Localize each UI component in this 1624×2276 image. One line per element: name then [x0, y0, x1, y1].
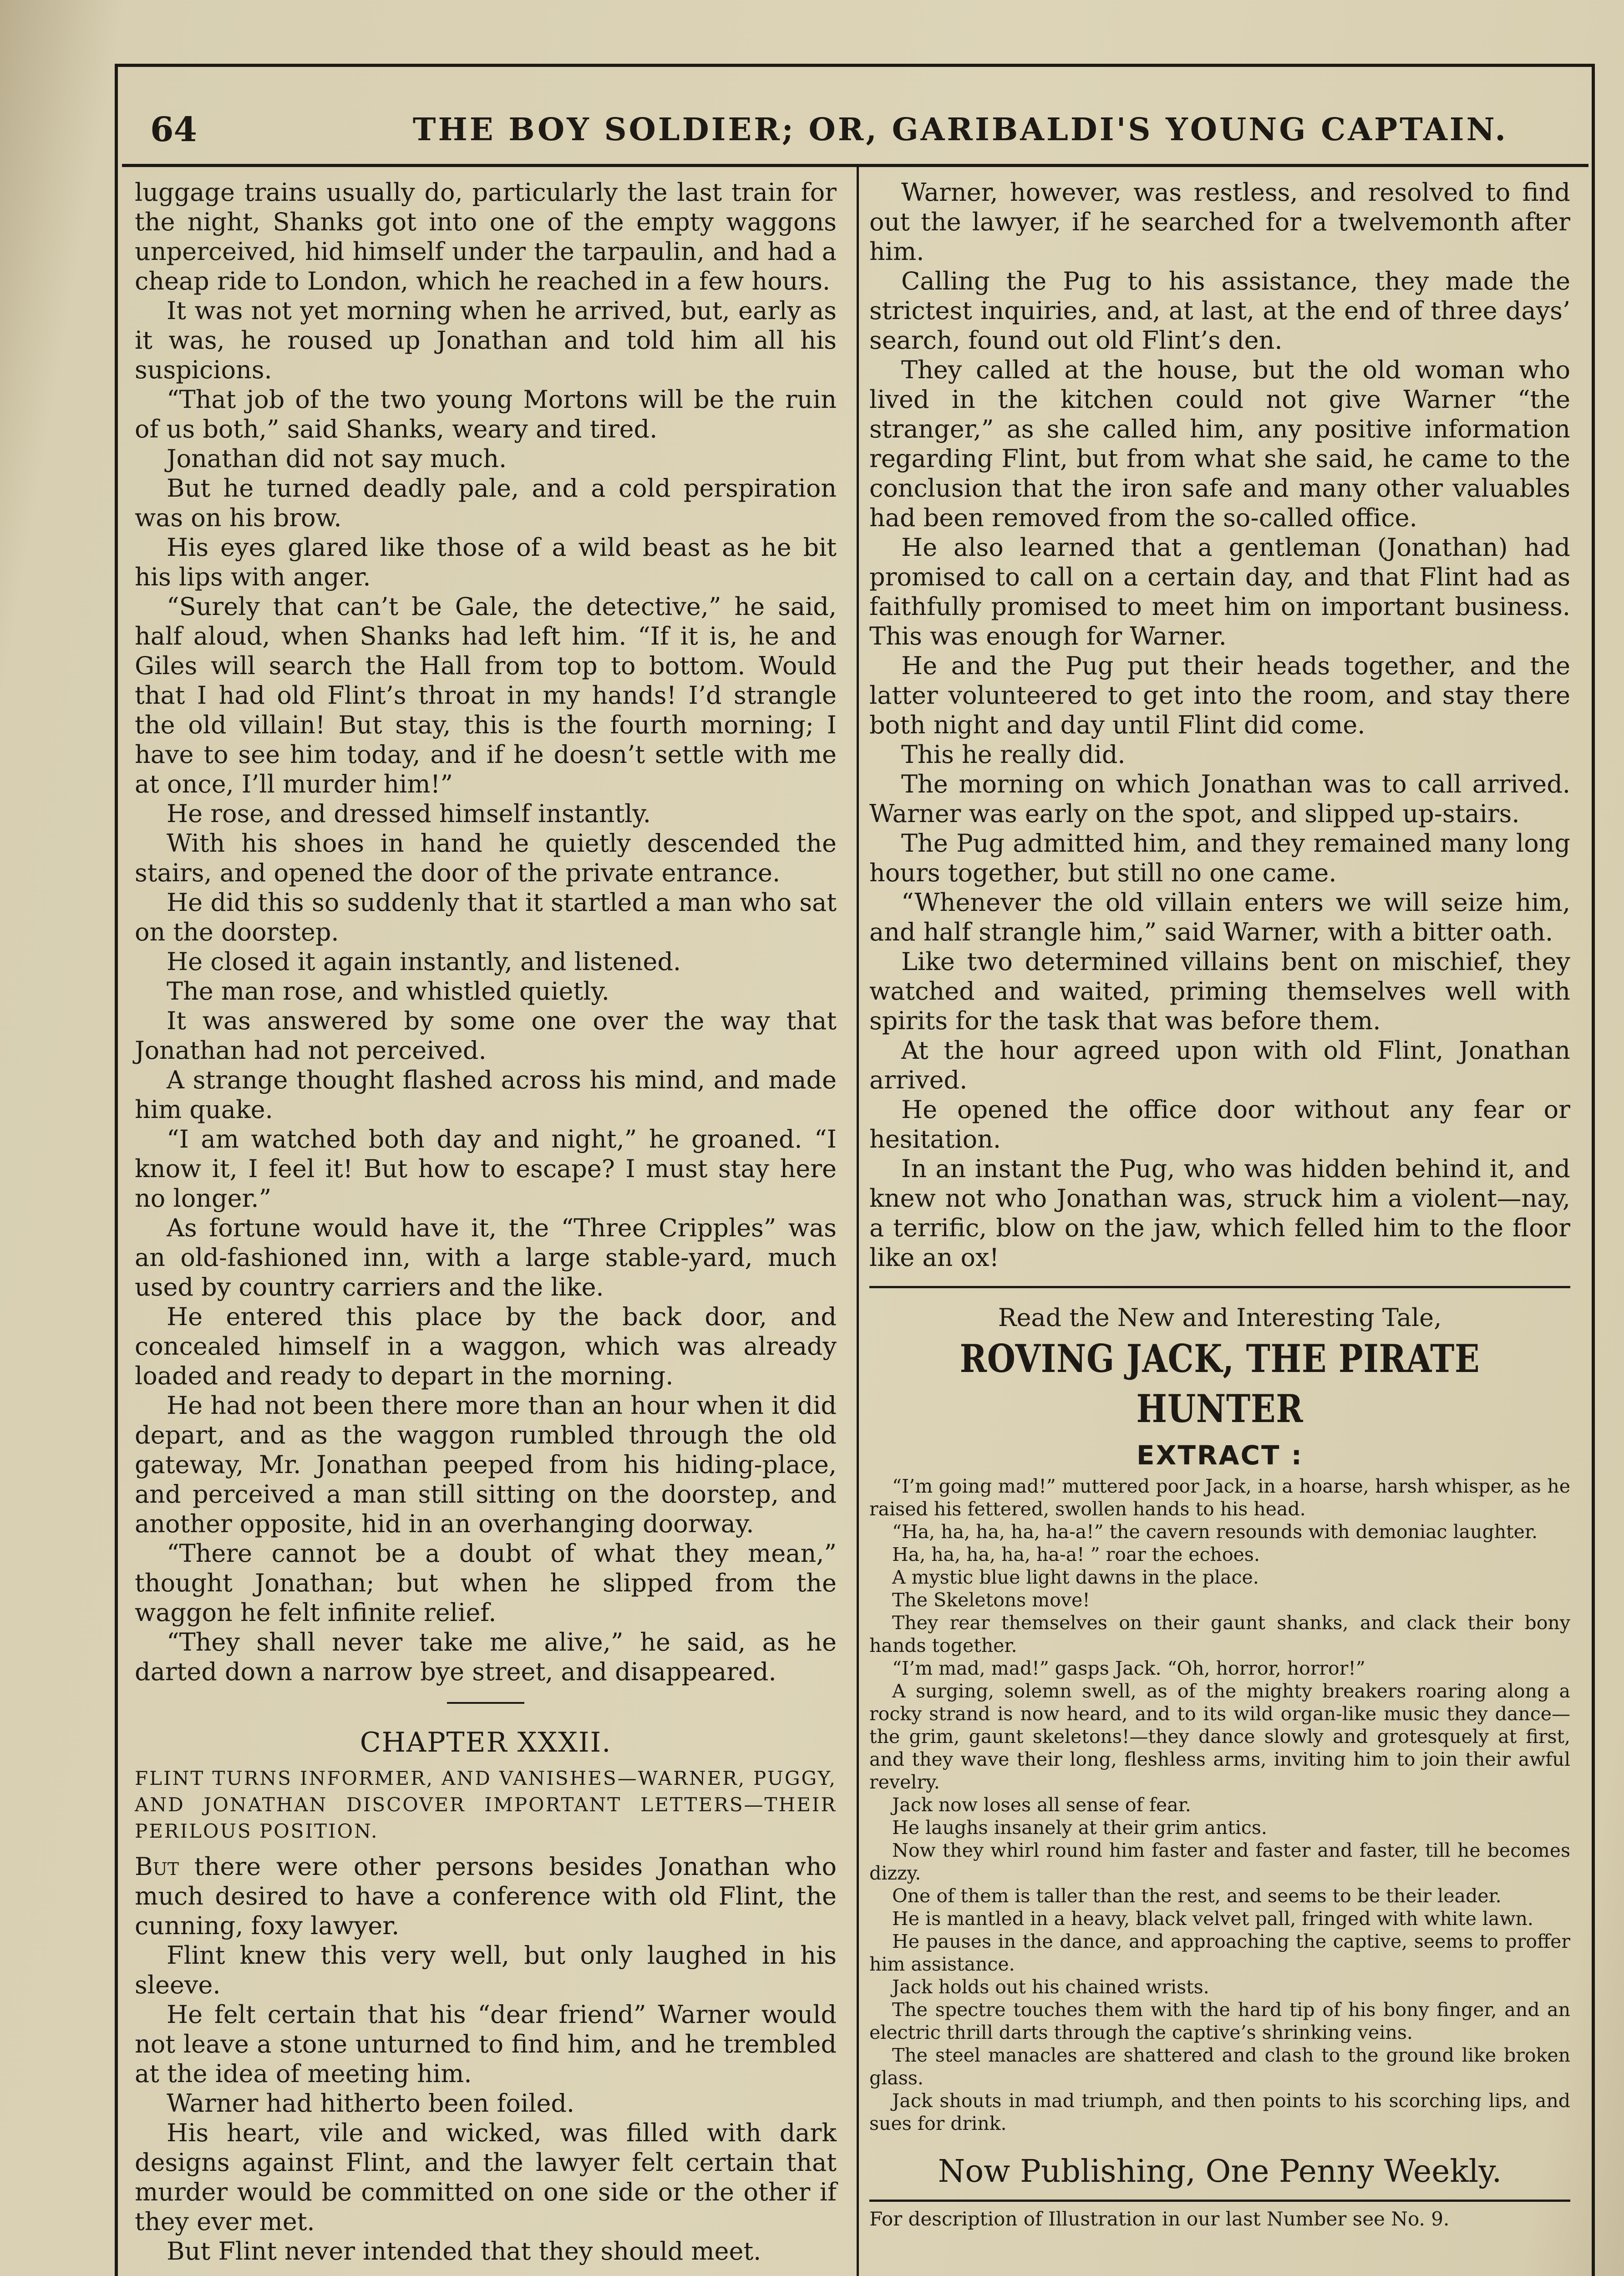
chapter-heading [135, 1724, 837, 1844]
story-paragraph: Warner had hitherto been foiled. [167, 2089, 575, 2118]
story-paragraph: But he turned deadly pale, and a cold perspiration was on his brow. [135, 474, 837, 532]
extract-paragraph: A surging, solemn swell, as of the mighty breakers roaring along a rocky strand is now heard, and to its wild organ-like music they dance—the grim, gaunt skeletons!—they dance slowly and grotesquely at first, and they wave their long, fleshless arms, inviting him to join their awful revelry. [869, 1680, 1570, 1793]
column-divider [857, 166, 859, 2276]
story-paragraph: He also learned that a gentleman (Jonathan) had promised to call on a certain day, and that Flint had as faithfully promised to meet him on important business. This was enough for Warner. [869, 533, 1570, 650]
story-paragraph: The morning on which Jonathan was to call arrived. Warner was early on the spot, and slipped up-stairs. [869, 770, 1570, 828]
story-paragraph: He entered this place by the back door, and concealed himself in a waggon, which was already loaded and ready to depart in the morning. [135, 1302, 837, 1390]
left-column [135, 178, 837, 2266]
page-number: 64 [150, 110, 197, 149]
story-paragraph: He felt certain that his “dear friend” Warner would not leave a stone unturned to find him, and he trembled at the idea of meeting him. [135, 2000, 837, 2088]
extract-paragraph: Jack now loses all sense of fear. [892, 1794, 1191, 1816]
illustration-note: For description of Illustration in our last Number see No. 9. [869, 2208, 1450, 2230]
section-rule [447, 1702, 524, 1704]
story-paragraph: But Flint never intended that they should meet. [167, 2237, 761, 2266]
extract-paragraph: The spectre touches them with the hard tip of his bony finger, and an electric thrill darts through the captive’s shrinking veins. [869, 1999, 1570, 2043]
header-rule [122, 164, 1588, 167]
story-paragraph: Flint knew this very well, but only laughed in his sleeve. [135, 1941, 837, 1999]
extract-paragraph: He pauses in the dance, and approaching the captive, seems to proffer him assistance. [869, 1931, 1570, 1975]
extract-paragraph: Jack shouts in mad triumph, and then points to his scorching lips, and sues for drink. [869, 2090, 1570, 2134]
story-paragraph: In an instant the Pug, who was hidden behind it, and knew not who Jonathan was, struck him a violent—nay, a terrific, blow on the jaw, which felled him to the floor like an ox! [869, 1154, 1570, 1272]
running-title: THE BOY SOLDIER; OR, GARIBALDI'S YOUNG CAPTAIN. [412, 112, 1508, 148]
extract-paragraph: Ha, ha, ha, ha, ha-a! ” roar the echoes. [892, 1544, 1260, 1565]
extract-paragraph: One of them is taller than the rest, and seems to be their leader. [892, 1885, 1502, 1907]
story-paragraph: He closed it again instantly, and listened. [167, 947, 681, 976]
story-paragraph: With his shoes in hand he quietly descended the stairs, and opened the door of the private entrance. [135, 829, 837, 887]
story-paragraph: luggage trains usually do, particularly the last train for the night, Shanks got into one of the empty waggons unperceived, hid himself under the tarpaulin, and had a cheap ride to London, which he reached in a few hours. [135, 178, 837, 295]
story-text-continued [869, 178, 1570, 1272]
story-text-after-chapter [135, 1941, 837, 2266]
story-paragraph: Warner, however, was restless, and resolved to find out the lawyer, if he searched for a twelvemonth after him. [869, 178, 1570, 266]
story-paragraph: They called at the house, but the old woman who lived in the kitchen could not give Warner “the stranger,” as she called him, any positive information regarding Flint, but from what she said, he came to the conclusion that the iron safe and many other valuables had been removed from the so-called office. [869, 356, 1570, 532]
story-text-before-chapter [135, 178, 837, 1704]
story-paragraph: A strange thought flashed across his mind, and made him quake. [135, 1066, 837, 1124]
story-paragraph: His eyes glared like those of a wild beast as he bit his lips with anger. [135, 533, 837, 591]
chapter-summary: FLINT TURNS INFORMER, AND VANISHES—WARNER, PUGGY, AND JONATHAN DISCOVER IMPORTANT LETTERS—THEIR PERILOUS POSITION. [135, 1767, 837, 1842]
extract-label: EXTRACT : [1137, 1440, 1303, 1471]
story-paragraph: He had not been there more than an hour when it did depart, and as the waggon rumbled through the old gateway, Mr. Jonathan peeped from his hiding-place, and perceived a man still sitting on the doorstep, and another opposite, hid in an overhanging doorway. [135, 1391, 837, 1538]
extract-paragraph: Jack holds out his chained wrists. [892, 1976, 1209, 1998]
story-paragraph: He did this so suddenly that it startled a man who sat on the doorstep. [135, 888, 837, 946]
chapter-first-rest: there were other persons besides Jonathan who much desired to have a conference with old Flint, the cunning, foxy lawyer. [135, 1852, 837, 1940]
extract-paragraph: He is mantled in a heavy, black velvet pall, fringed with white lawn. [892, 1908, 1533, 1930]
story-paragraph: “That job of the two young Mortons will be the ruin of us both,” said Shanks, weary and tired. [135, 385, 837, 443]
story-paragraph: “There cannot be a doubt of what they mean,” thought Jonathan; but when he slipped from the waggon he felt infinite relief. [135, 1539, 837, 1627]
story-paragraph: Jonathan did not say much. [167, 444, 507, 473]
chapter-number: CHAPTER XXXII. [360, 1727, 612, 1758]
story-paragraph: The Pug admitted him, and they remained many long hours together, but still no one came. [869, 829, 1570, 887]
extract-paragraph: “Ha, ha, ha, ha, ha-a!” the cavern resounds with demoniac laughter. [892, 1521, 1538, 1543]
story-paragraph: Calling the Pug to his assistance, they made the strictest inquiries, and, at last, at the end of three days’ search, found out old Flint’s den. [869, 267, 1570, 355]
extract-paragraph: They rear themselves on their gaunt shanks, and clack their bony hands together. [869, 1612, 1570, 1656]
extract-body [869, 1475, 1570, 2135]
advertisement-title: ROVING JACK, THE PIRATE HUNTER [959, 1336, 1480, 1431]
story-paragraph: As fortune would have it, the “Three Cripples” was an old-fashioned inn, with a large stable-yard, much used by country carriers and the like. [135, 1214, 837, 1301]
story-paragraph: “They shall never take me alive,” he said, as he darted down a narrow bye street, and disappeared. [135, 1628, 837, 1686]
advertisement-footer: Now Publishing, One Penny Weekly. [938, 2154, 1502, 2190]
story-paragraph: “I am watched both day and night,” he groaned. “I know it, I feel it! But how to escape? I must stay here no longer.” [135, 1125, 837, 1213]
story-paragraph: He and the Pug put their heads together, and the latter volunteered to get into the room, and stay there both night and day until Flint did come. [869, 651, 1570, 739]
chapter-first-word: But [135, 1852, 179, 1881]
story-paragraph: He opened the office door without any fear or hesitation. [869, 1095, 1570, 1153]
story-paragraph: “Whenever the old villain enters we will seize him, and half strangle him,” said Warner, with a bitter oath. [869, 888, 1570, 946]
advertisement [869, 1302, 1570, 2192]
story-paragraph: “Surely that can’t be Gale, the detective,” he said, half aloud, when Shanks had left him. “If it is, he and Giles will search the Hall from top to bottom. Would that I had old Flint’s throat in my hands! I’d strangle the old villain! But stay, this is the fourth morning; I have to see him today, and if he doesn’t settle with me at once, I’ll murder him!” [135, 592, 837, 798]
advertisement-top-rule [869, 1286, 1570, 1288]
page-header [150, 105, 1566, 155]
story-paragraph: His heart, vile and wicked, was filled with dark designs against Flint, and the lawyer felt certain that murder would be committed on one side or the other if they ever met. [135, 2119, 837, 2236]
story-paragraph: He rose, and dressed himself instantly. [167, 799, 651, 828]
extract-paragraph: Now they whirl round him faster and faster and faster, till he becomes dizzy. [869, 1839, 1570, 1884]
advertisement-intro: Read the New and Interesting Tale, [998, 1303, 1442, 1332]
story-paragraph: It was answered by some one over the way that Jonathan had not perceived. [135, 1006, 837, 1065]
chapter-first-paragraph [135, 1852, 837, 1941]
footer-rule [869, 2200, 1570, 2202]
story-paragraph: Like two determined villains bent on mischief, they watched and waited, priming themselves well with spirits for the task that was before them. [869, 947, 1570, 1035]
extract-paragraph: A mystic blue light dawns in the place. [892, 1566, 1259, 1588]
extract-paragraph: He laughs insanely at their grim antics. [892, 1817, 1267, 1839]
story-paragraph: This he really did. [901, 740, 1126, 769]
story-paragraph: At the hour agreed upon with old Flint, Jonathan arrived. [869, 1036, 1570, 1094]
story-paragraph: It was not yet morning when he arrived, but, early as it was, he roused up Jonathan and told him all his suspicions. [135, 296, 837, 384]
story-paragraph: The man rose, and whistled quietly. [167, 977, 609, 1006]
extract-paragraph: The steel manacles are shattered and clash to the ground like broken glass. [869, 2044, 1570, 2089]
extract-paragraph: “I’m mad, mad!” gasps Jack. “Oh, horror, horror!” [892, 1657, 1365, 1679]
extract-paragraph: “I’m going mad!” muttered poor Jack, in a hoarse, harsh whisper, as he raised his fettered, swollen hands to his head. [869, 1475, 1570, 1520]
extract-paragraph: The Skeletons move! [892, 1589, 1090, 1611]
right-column [869, 178, 1570, 2232]
